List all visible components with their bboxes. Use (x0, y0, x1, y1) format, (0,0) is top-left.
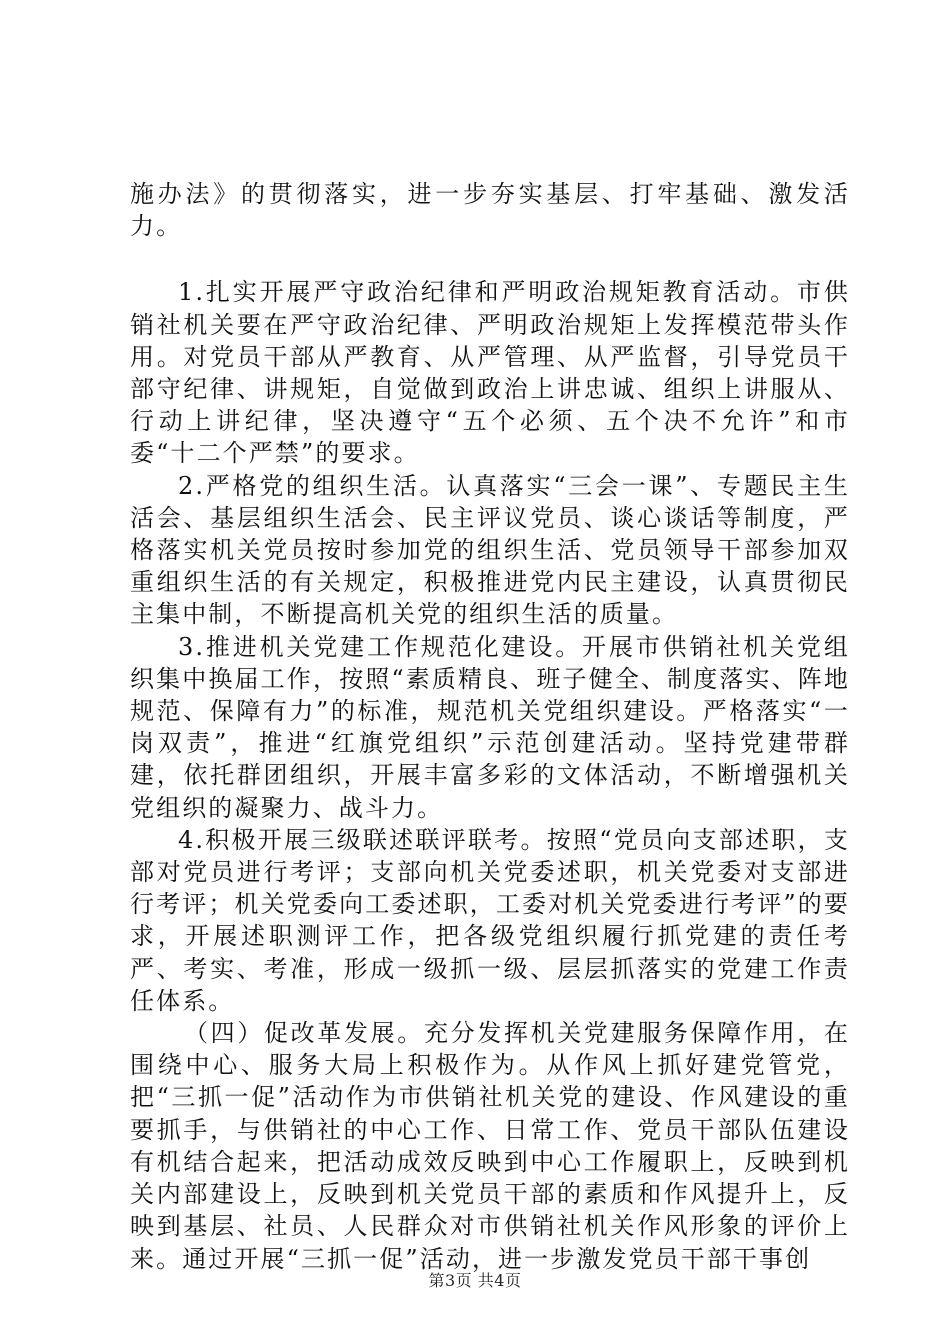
paragraph-item-1: 1.扎实开展严守政治纪律和严明政治规矩教育活动。市供销社机关要在严守政治纪律、严明政治规矩上发挥模范带头作用。对党员干部从严教育、从严管理、从严监督，引导党员干部守纪律、讲规矩，自觉做到政治上讲忠诚、组织上讲服从、行动上讲纪律，坚决遵守“五个必须、五个决不允许”和市委“十二个严禁”的要求。 (130, 278, 850, 468)
paragraph-section-4: （四）促改革发展。充分发挥机关党建服务保障作用，在围绕中心、服务大局上积极作为。从作风上抓好建党管党，把“三抓一促”活动作为市供销社机关党的建设、作风建设的重要抓手，与供销社的中心工作、日常工作、党员干部队伍建设有机结合起来，把活动成效反映到中心工作履职上，反映到机关内部建设上，反映到机关党员干部的素质和作风提升上，反映到基层、社员、人民群众对市供销社机关作风形象的评价上来。通过开展“三抓一促”活动，进一步激发党员干部干事创 (130, 1019, 850, 1273)
paragraph-gap (130, 242, 850, 276)
paragraph-item-3: 3.推进机关党建工作规范化建设。开展市供销社机关党组织集中换届工作，按照“素质精良、班子健全、制度落实、阵地规范、保障有力”的标准，规范机关党组织建设。严格落实“一岗双责”，推进“红旗党组织”示范创建活动。坚持党建带群建，依托群团组织，开展丰富多彩的文体活动，不断增强机关党组织的凝聚力、战斗力。 (130, 632, 850, 822)
paragraph-item-4: 4.积极开展三级联述联评联考。按照“党员向支部述职，支部对党员进行考评；支部向机关党委述职，机关党委对支部进行考评；机关党委向工委述职，工委对机关党委进行考评”的要求，开展述职测评工作，把各级党组织履行抓党建的责任考严、考实、考准，形成一级抓一级、层层抓落实的党建工作责任体系。 (130, 825, 850, 1015)
paragraph-continuation: 施办法》的贯彻落实，进一步夯实基层、打牢基础、激发活力。 (130, 180, 850, 241)
document-body (130, 178, 850, 1275)
page-footer: 第3页 共4页 (428, 1271, 522, 1290)
paragraph-item-2: 2.严格党的组织生活。认真落实“三会一课”、专题民主生活会、基层组织生活会、民主评议党员、谈心谈话等制度，严格落实机关党员按时参加党的组织生活、党员领导干部参加双重组织生活的有关规定，积极推进党内民主建设，认真贯彻民主集中制，不断提高机关党的组织生活的质量。 (130, 471, 850, 629)
